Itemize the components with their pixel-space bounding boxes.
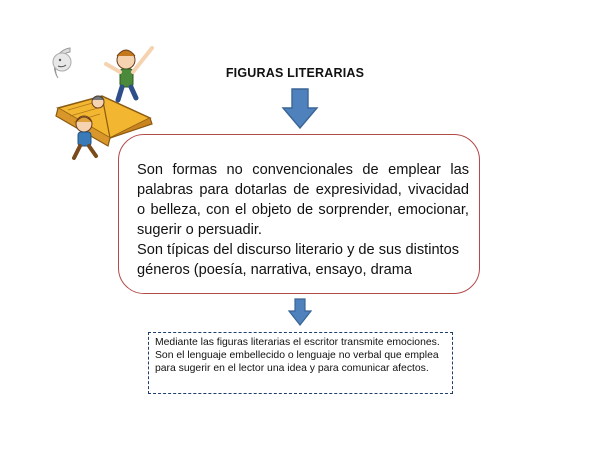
note-box bbox=[148, 332, 453, 394]
definition-paragraph: Son formas no convencionales de emplear las palabras para dotarlas de expresividad, vivacidad o belleza, con el objeto de sorprender, emocionar, sugerir o persuadir. bbox=[137, 162, 469, 238]
genres-paragraph: Son típicas del discurso literario y de sus distintos géneros (poesía, narrativa, ensayo, drama bbox=[137, 242, 460, 278]
down-arrow-icon bbox=[281, 88, 319, 130]
small-down-arrow-icon bbox=[288, 298, 312, 326]
note-text: Mediante las figuras literarias el escritor transmite emociones. Son el lenguaje embellecido o lenguaje no verbal que emplea para sugerir en el lector una idea y para comunicar afectos. bbox=[155, 337, 440, 374]
page-title: FIGURAS LITERARIAS bbox=[225, 66, 365, 80]
definition-box bbox=[118, 134, 480, 294]
